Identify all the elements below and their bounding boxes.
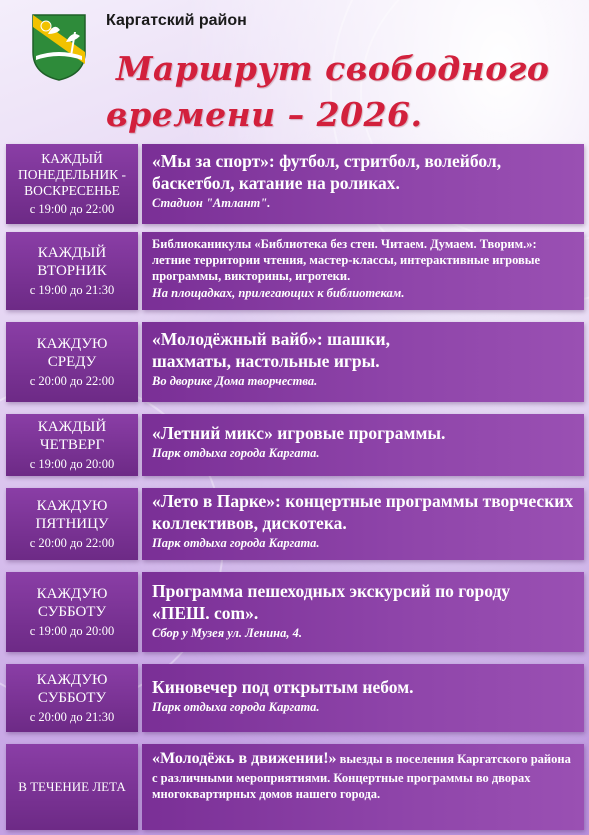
schedule-row <box>6 572 584 652</box>
day-label: КАЖДЫЙ <box>41 151 103 166</box>
event-title: Киновечер под открытым небом. <box>152 677 414 697</box>
day-label: КАЖДУЮ <box>36 672 108 688</box>
day-label: КАЖДУЮ <box>36 586 108 602</box>
schedule-day <box>6 144 138 224</box>
schedule-day <box>6 322 138 402</box>
time-range: с 19:00 до 22:00 <box>29 202 115 216</box>
time-range: с 19:00 до 20:00 <box>29 457 115 471</box>
page-header <box>0 0 589 140</box>
event-info <box>142 232 584 310</box>
event-title: «Мы за спорт»: футбол, стритбол, волейбол, баскетбол, катание на роликах. <box>152 151 502 193</box>
schedule-day <box>6 232 138 310</box>
day-label: КАЖДУЮ <box>36 498 108 514</box>
day-label: ЧЕТВЕРГ <box>39 437 105 453</box>
day-label: СУББОТУ <box>37 690 107 706</box>
region-name: Каргатский район <box>106 12 247 29</box>
schedule-row <box>6 664 584 732</box>
day-label: КАЖДУЮ <box>36 336 108 352</box>
time-range: с 19:00 до 21:30 <box>29 283 115 297</box>
day-label: ПЯТНИЦУ <box>35 516 109 532</box>
event-place: Во дворике Дома творчества. <box>152 374 318 388</box>
day-label: ПОНЕДЕЛЬНИК - <box>17 167 127 182</box>
day-label: КАЖДЫЙ <box>37 245 107 261</box>
schedule-row <box>6 414 584 476</box>
event-title: «Лето в Парке»: концертные программы творческих коллективов, дискотека. <box>152 491 574 533</box>
event-place: Сбор у Музея ул. Ленина, 4. <box>152 626 302 640</box>
day-label: СРЕДУ <box>47 354 97 370</box>
schedule-day <box>6 414 138 476</box>
schedule-row <box>6 232 584 310</box>
day-label: В ТЕЧЕНИЕ ЛЕТА <box>18 779 126 794</box>
event-info <box>142 322 584 402</box>
title-line-1: Маршрут свободного <box>116 49 550 88</box>
day-label: СУББОТУ <box>37 604 107 620</box>
schedule-row <box>6 144 584 224</box>
time-range: с 20:00 до 21:30 <box>29 710 115 724</box>
event-info <box>142 488 584 560</box>
schedule-row <box>6 744 584 830</box>
schedule-day <box>6 664 138 732</box>
event-place: На площадках, прилегающих к библиотекам. <box>152 286 405 300</box>
event-title: «Летний микс» игровые программы. <box>152 423 446 443</box>
event-info <box>142 664 584 732</box>
event-place: Стадион "Атлант". <box>152 196 271 210</box>
time-range: с 20:00 до 22:00 <box>29 374 115 388</box>
page-title <box>96 46 566 138</box>
schedule-day <box>6 488 138 560</box>
time-range: с 19:00 до 20:00 <box>29 624 115 638</box>
day-label: КАЖДЫЙ <box>37 419 107 435</box>
event-title <box>152 748 574 802</box>
event-info <box>142 414 584 476</box>
event-info <box>142 144 584 224</box>
coat-of-arms-icon <box>30 12 88 82</box>
day-label: ВОСКРЕСЕНЬЕ <box>24 183 120 198</box>
schedule-row <box>6 488 584 560</box>
event-title: Библиоканикулы «Библиотека без стен. Читаем. Думаем. Творим.»: летние территории чтения, мастер-классы, интерактивные игровые программы, викторины, игротеки. <box>152 237 541 283</box>
title-line-2: времени – 2026. <box>106 95 423 134</box>
schedule-row <box>6 322 584 402</box>
event-info <box>142 744 584 830</box>
event-info <box>142 572 584 652</box>
event-title-details: выезды в поселения Каргатского района с различными мероприятиями. Концертные программы во дворах многоквартирных домов нашего города. <box>152 752 571 801</box>
event-place: Парк отдыха города Каргата. <box>152 536 320 550</box>
event-title: Программа пешеходных экскурсий по городу «ПЕШ. com». <box>152 581 511 623</box>
event-title: «Молодёжный вайб»: шашки, шахматы, настольные игры. <box>152 329 390 371</box>
event-place: Парк отдыха города Каргата. <box>152 700 320 714</box>
schedule-day <box>6 572 138 652</box>
event-title-main: «Молодёжь в движении!» <box>152 750 337 767</box>
day-label: ВТОРНИК <box>37 263 107 279</box>
event-place: Парк отдыха города Каргата. <box>152 446 320 460</box>
time-range: с 20:00 до 22:00 <box>29 536 115 550</box>
schedule-day <box>6 744 138 830</box>
